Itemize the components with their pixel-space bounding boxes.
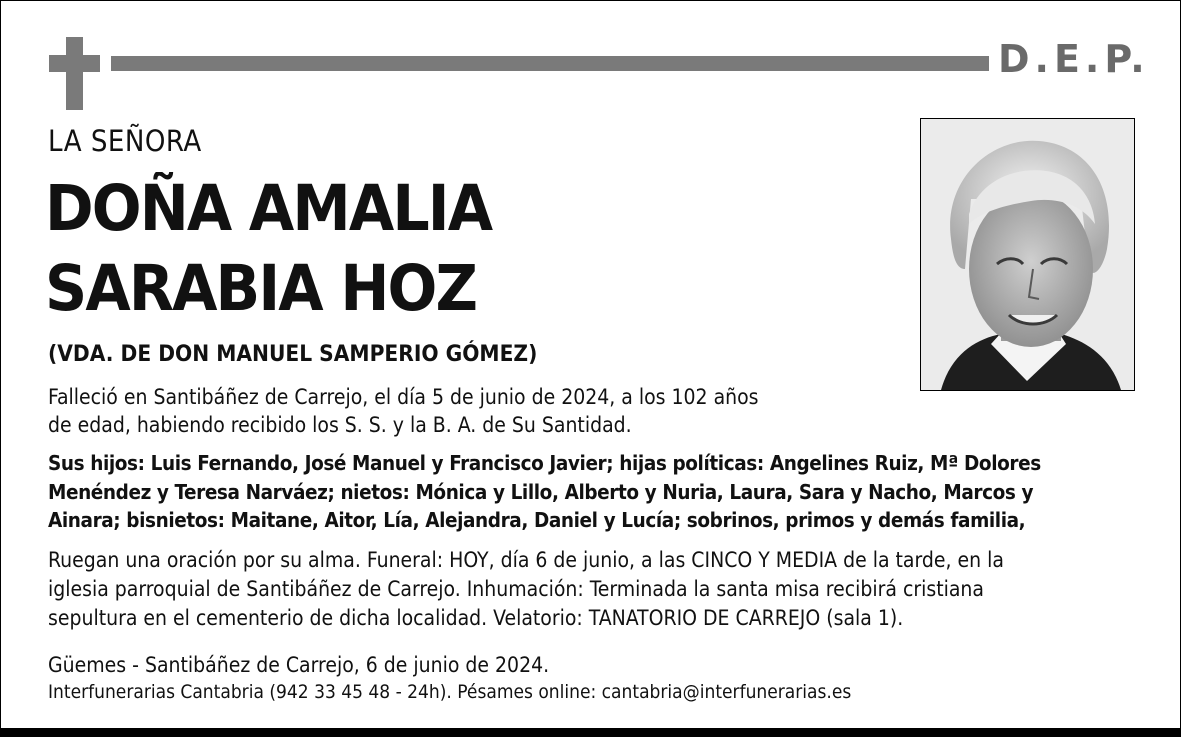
bottom-border bbox=[1, 728, 1180, 736]
place-date: Güemes - Santibáñez de Carrejo, 6 de junio de 2024. bbox=[48, 653, 550, 677]
deceased-name-line-2: SARABIA HOZ bbox=[45, 252, 477, 325]
contact-line: Interfunerarias Cantabria (942 33 45 48 - 24h). Pésames online: cantabria@interfunerarias.es bbox=[48, 681, 852, 703]
dep-label: D.E.P. bbox=[998, 37, 1150, 81]
deceased-name bbox=[45, 169, 491, 329]
widow-of: (VDA. DE DON MANUEL SAMPERIO GÓMEZ) bbox=[48, 341, 538, 367]
cross-icon bbox=[66, 37, 83, 110]
death-line: Falleció en Santibáñez de Carrejo, el día 5 de junio de 2024, a los 102 años bbox=[48, 385, 759, 409]
death-line: de edad, habiendo recibido los S. S. y la B. A. de Su Santidad. bbox=[48, 413, 632, 437]
death-paragraph bbox=[48, 383, 888, 439]
funeral-line: iglesia parroquial de Santibáñez de Carrejo. Inhumación: Terminada la santa misa recibirá cristiana bbox=[48, 577, 984, 601]
title-prefix: LA SEÑORA bbox=[48, 124, 202, 158]
family-paragraph bbox=[48, 449, 1158, 535]
funeral-line: sepultura en el cementerio de dicha localidad. Velatorio: TANATORIO DE CARREJO (sala 1). bbox=[48, 606, 904, 630]
header-rule bbox=[111, 56, 989, 71]
funeral-line: Ruegan una oración por su alma. Funeral: HOY, día 6 de junio, a las CINCO Y MEDIA de la tarde, en la bbox=[48, 548, 1004, 572]
family-line: Sus hijos: Luis Fernando, José Manuel y Francisco Javier; hijas políticas: Angelines Ruiz, Mª Dolores bbox=[48, 451, 1041, 475]
family-line: Ainara; bisnietos: Maitane, Aitor, Lía, Alejandra, Daniel y Lucía; sobrinos, primos y demás familia, bbox=[48, 508, 1026, 532]
cross-icon-bar bbox=[49, 55, 100, 72]
portrait-photo bbox=[920, 118, 1135, 391]
portrait-image bbox=[921, 119, 1134, 390]
family-line: Menéndez y Teresa Narváez; nietos: Mónica y Lillo, Alberto y Nuria, Laura, Sara y Nacho, Marcos y bbox=[48, 479, 1034, 504]
deceased-name-line-1: DOÑA AMALIA bbox=[45, 172, 492, 245]
funeral-paragraph bbox=[48, 546, 1158, 633]
